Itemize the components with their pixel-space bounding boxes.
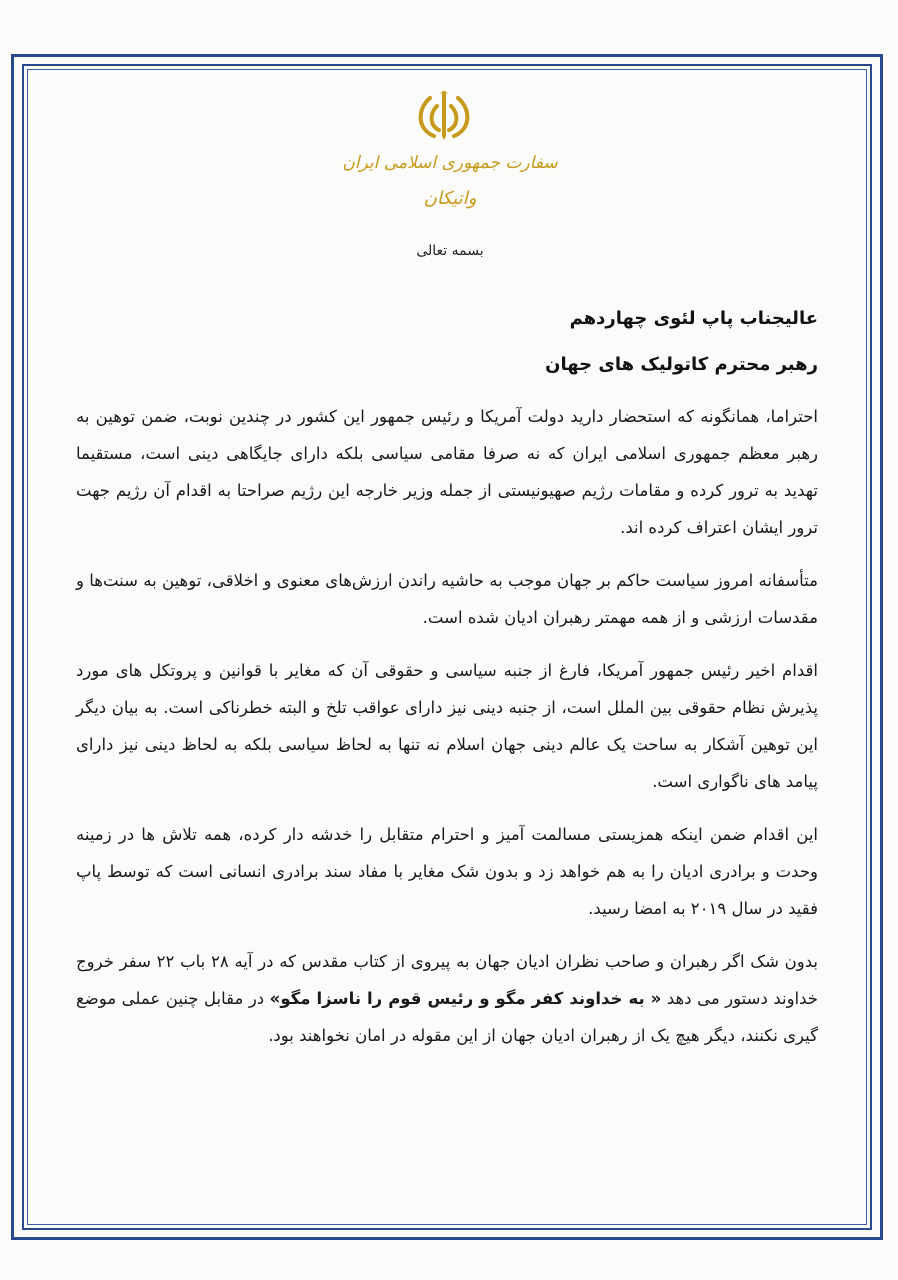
addressee-title: عالیجناب پاپ لئوی چهاردهم (569, 308, 818, 329)
letter-body (76, 398, 818, 1070)
addressee-subtitle: رهبر محترم کاتولیک های جهان (545, 354, 818, 375)
paragraph-3: اقدام اخیر رئیس جمهور آمریکا، فارغ از جنبه سیاسی و حقوقی آن که مغایر با قوانین و پروتکل های مورد پذیرش نظام حقوقی بین الملل است، از جنبه دینی نیز دارای عواقب تلخ و البته خطرناکی است. به بیان دیگر این توهین آشکار به ساحت یک عالم دینی جهان اسلام نه تنها به لحاظ سیاسی بلکه به لحاظ دینی نیز دارای پیامد های ناگواری است. (76, 661, 818, 791)
embassy-letterhead (300, 150, 600, 212)
invocation: بسمه تعالی (416, 243, 484, 259)
iran-emblem-icon (412, 84, 476, 148)
paragraph-1: احتراما، همانگونه که استحضار دارید دولت آمریکا و رئیس جمهور این کشور در چندین نوبت، ضمن توهین به رهبر معظم جمهوری اسلامی ایران که نه صرفا مقامی سیاسی بلکه دارای جایگاهی دینی است، مستقیما تهدید به ترور کرده و مقامات رژیم صهیونیستی از جمله وزیر خارجه این رژیم صراحتا به اقدام آن رژیم جهت ترور ایشان اعتراف کرده اند. (76, 407, 818, 537)
embassy-name: سفارت جمهوری اسلامی ایران (342, 153, 558, 173)
scripture-quote: « به خداوند کفر مگو و رئیس قوم را ناسزا مگو» (269, 989, 662, 1008)
paragraph-2: متأسفانه امروز سیاست حاکم بر جهان موجب به حاشیه راندن ارزش‌های معنوی و اخلاقی، توهین به سنت‌ها و مقدسات ارزشی و از همه مهمتر رهبران ادیان شده است. (76, 571, 818, 627)
paragraph-5-before: بدون شک اگر رهبران و صاحب نظران ادیان جهان به پیروی از کتاب مقدس که در آیه ۲۸ باب ۲۲ سفر خروج خداوند دستور می دهد (76, 952, 819, 1008)
embassy-city: واتیکان (423, 188, 477, 209)
paragraph-5-after: در مقابل چنین عملی موضع گیری نکنند، دیگر هیچ یک از رهبران ادیان جهان از این مقوله در امان نخواهند بود. (76, 989, 818, 1045)
paragraph-5 (76, 943, 818, 1054)
paragraph-4: این اقدام ضمن اینکه همزیستی مسالمت آمیز و احترام متقابل را خدشه دار کرده، همه تلاش ها در زمینه وحدت و برادری ادیان را به هم خواهد زد و بدون شک مغایر با مفاد سند برادری انسانی است که توسط پاپ فقید در سال ۲۰۱۹ به امضا رسید. (76, 825, 818, 918)
